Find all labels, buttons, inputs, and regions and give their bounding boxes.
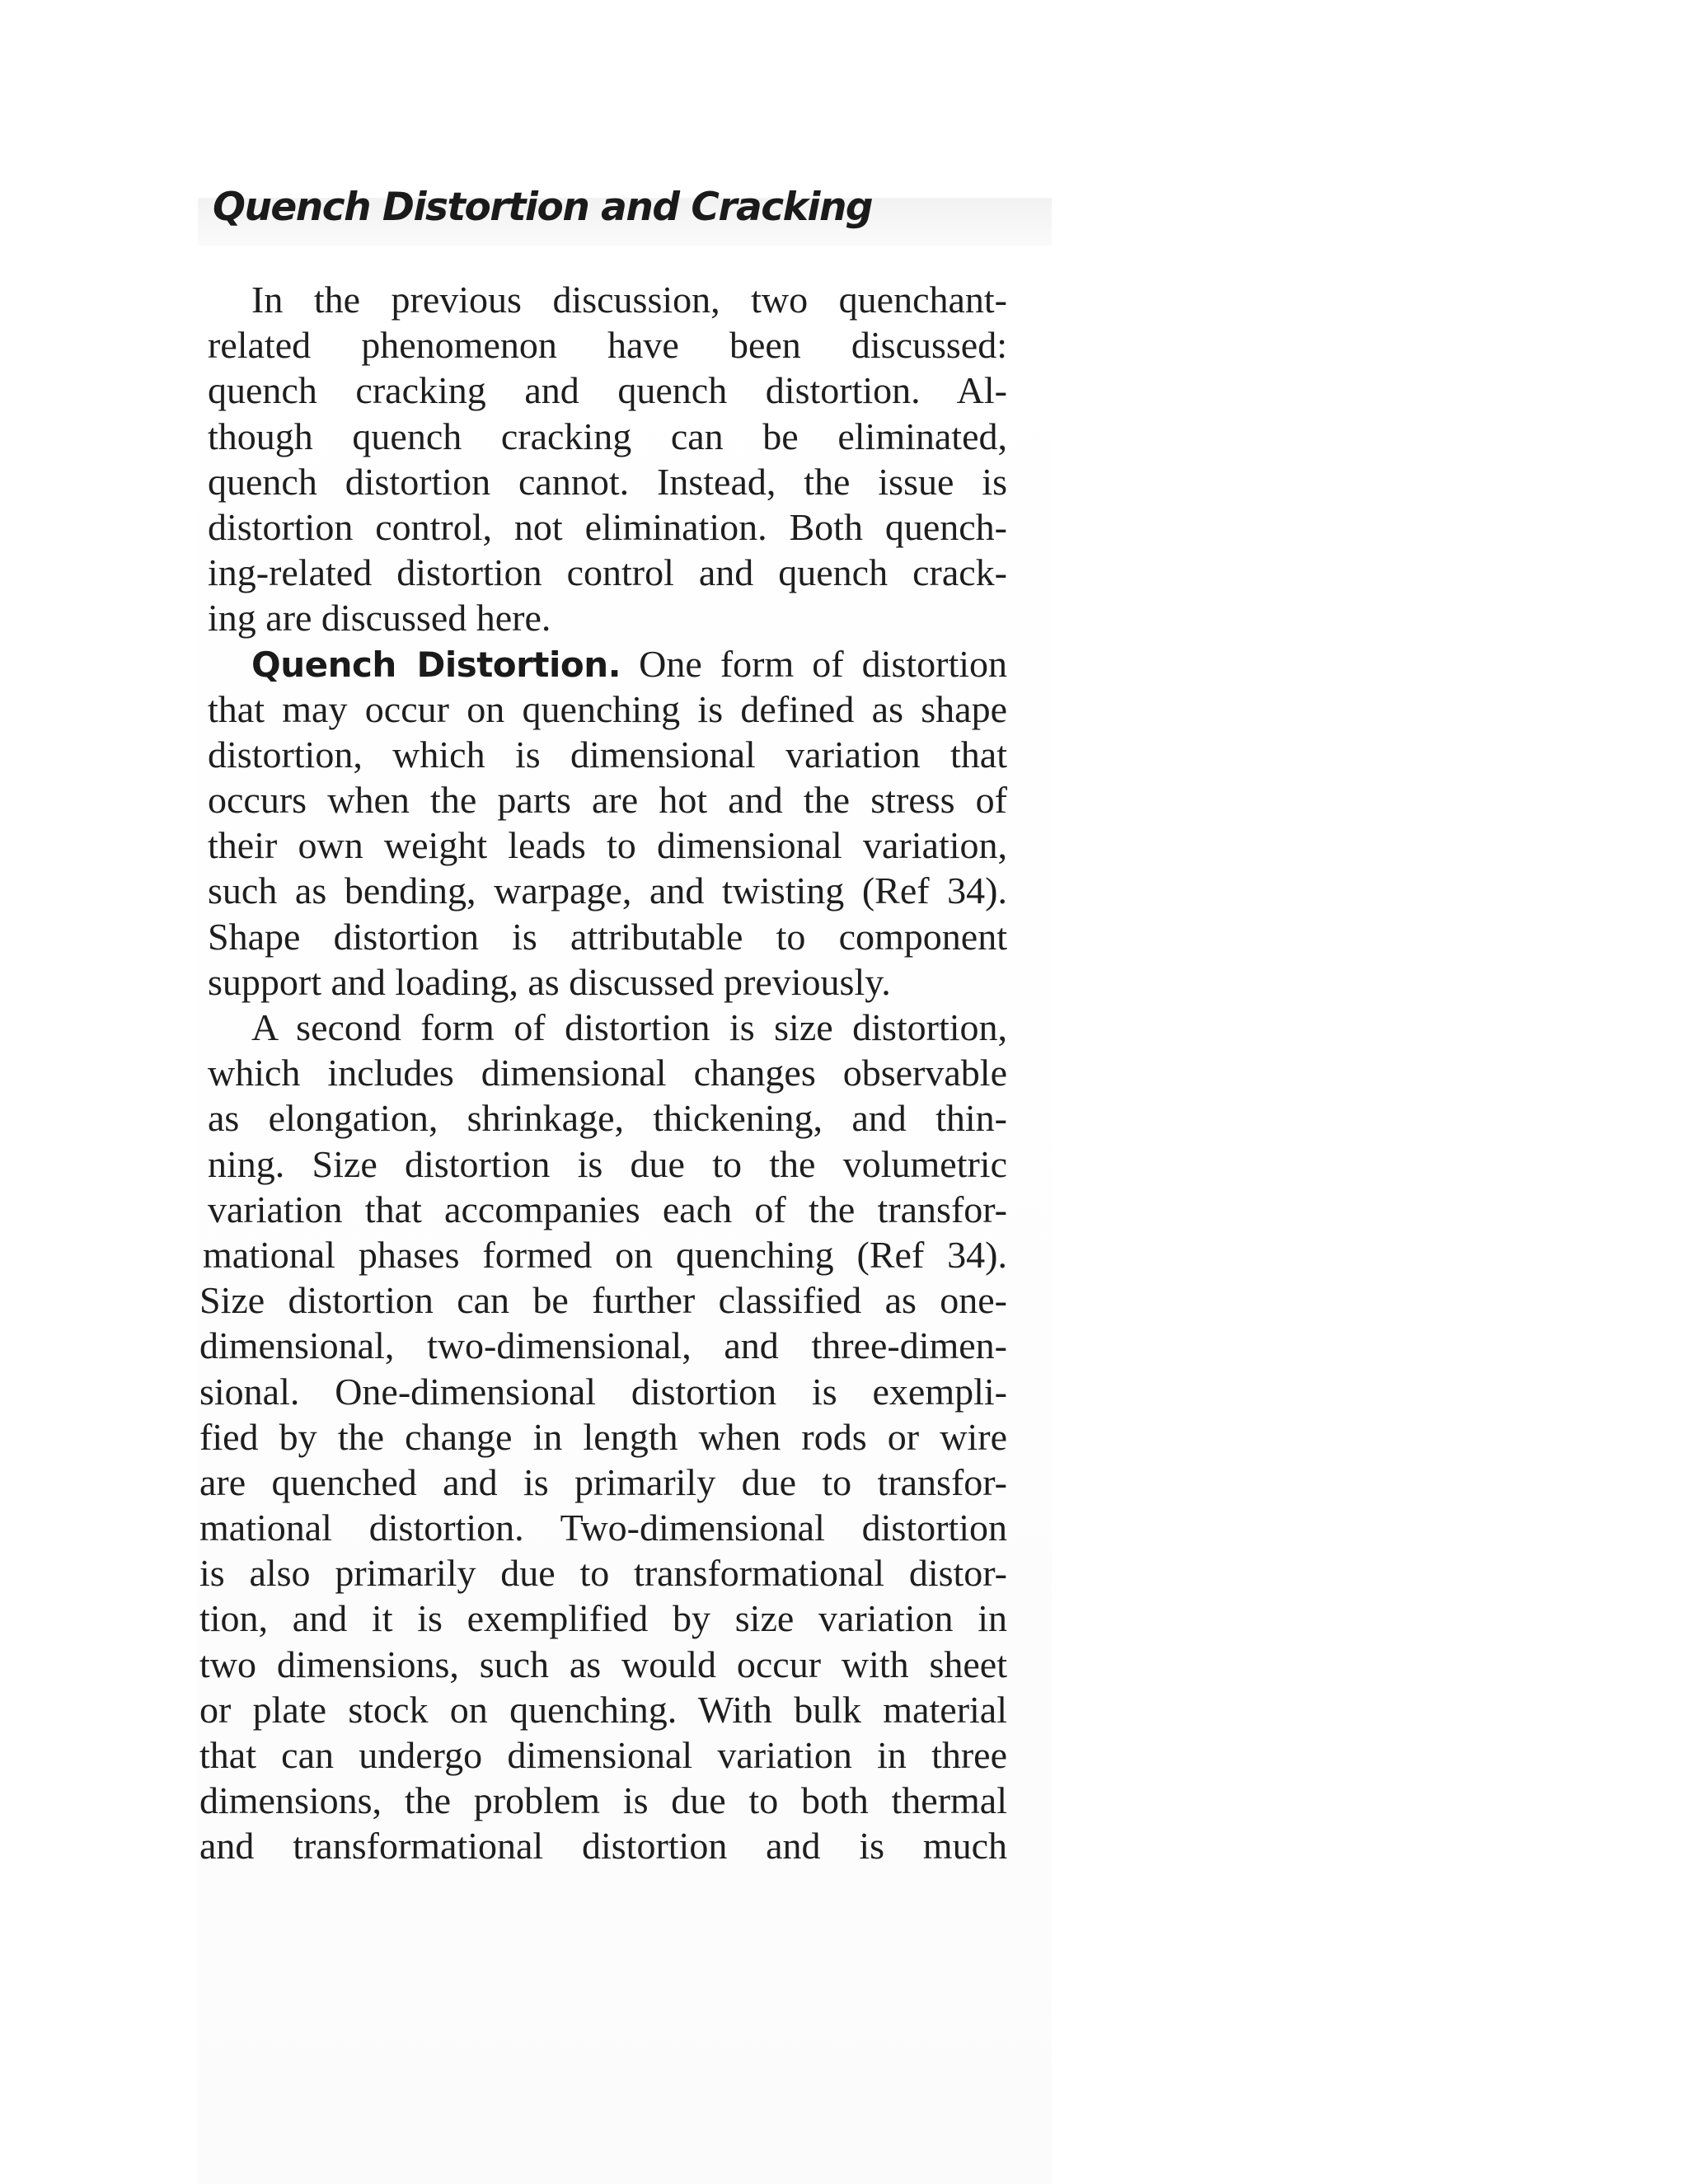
- text-line: ning. Size distortion is due to the volumetric: [208, 1142, 1007, 1185]
- text-line: tion, and it is exemplified by size variation in: [199, 1597, 1007, 1640]
- text-line: quench distortion cannot. Instead, the issue is: [208, 460, 1007, 503]
- text-line: dimensions, the problem is due to both thermal: [199, 1779, 1007, 1822]
- run-in-heading: Quench Distortion.: [251, 644, 621, 685]
- text-line: their own weight leads to dimensional variation,: [208, 824, 1007, 867]
- body-text: [199, 277, 1008, 1869]
- text-line: support and loading, as discussed previously.: [208, 960, 891, 1003]
- text-line: Shape distortion is attributable to component: [208, 915, 1007, 958]
- section-heading: Quench Distortion and Cracking: [213, 185, 873, 230]
- text-line: related phenomenon have been discussed:: [208, 324, 1007, 367]
- text-line: two dimensions, such as would occur with sheet: [199, 1643, 1007, 1685]
- text-line: which includes dimensional changes observable: [208, 1052, 1007, 1094]
- text-line: quench cracking and quench distortion. Al-: [208, 369, 1007, 412]
- text-line: as elongation, shrinkage, thickening, and thin-: [208, 1097, 1007, 1140]
- text-line: mational distortion. Two-dimensional distortion: [199, 1507, 1007, 1549]
- text-line: ing-related distortion control and quench crack-: [208, 551, 1007, 594]
- paragraph-size-distortion: [199, 1005, 1007, 1869]
- text-line: is also primarily due to transformational distor-: [199, 1552, 1007, 1595]
- text-line: Size distortion can be further classified as one-: [199, 1279, 1007, 1322]
- paragraph-intro: [208, 277, 1007, 641]
- paragraph-quench-distortion: [208, 641, 1007, 1005]
- text-line: dimensional, two-dimensional, and three-dimen-: [199, 1324, 1007, 1367]
- text-line: that may occur on quenching is defined as shape: [208, 687, 1007, 730]
- text-line: that can undergo dimensional variation in three: [199, 1734, 1007, 1776]
- text-line: distortion, which is dimensional variation that: [208, 733, 1007, 776]
- text-line: and transformational distortion and is much: [199, 1825, 1007, 1868]
- text-fragment: One form of distortion: [639, 642, 1008, 685]
- text-line: A second form of distortion is size distortion,: [251, 1006, 1007, 1048]
- text-line: In the previous discussion, two quenchant-: [251, 279, 1007, 321]
- text-line: such as bending, warpage, and twisting (Ref 34).: [208, 869, 1007, 912]
- text-line: sional. One-dimensional distortion is exempli-: [199, 1370, 1007, 1413]
- text-line: fied by the change in length when rods or wire: [199, 1415, 1007, 1458]
- text-line: or plate stock on quenching. With bulk material: [199, 1688, 1007, 1731]
- text-line: are quenched and is primarily due to transfor-: [199, 1460, 1007, 1503]
- text-line: mational phases formed on quenching (Ref 34).: [203, 1233, 1007, 1276]
- text-line: occurs when the parts are hot and the stress of: [208, 779, 1007, 822]
- text-line: variation that accompanies each of the transfor-: [208, 1188, 1007, 1230]
- text-line: ing are discussed here.: [208, 597, 551, 640]
- text-line: though quench cracking can be eliminated,: [208, 415, 1007, 457]
- text-line: distortion control, not elimination. Both quench-: [208, 505, 1007, 548]
- text-line: [208, 641, 1007, 687]
